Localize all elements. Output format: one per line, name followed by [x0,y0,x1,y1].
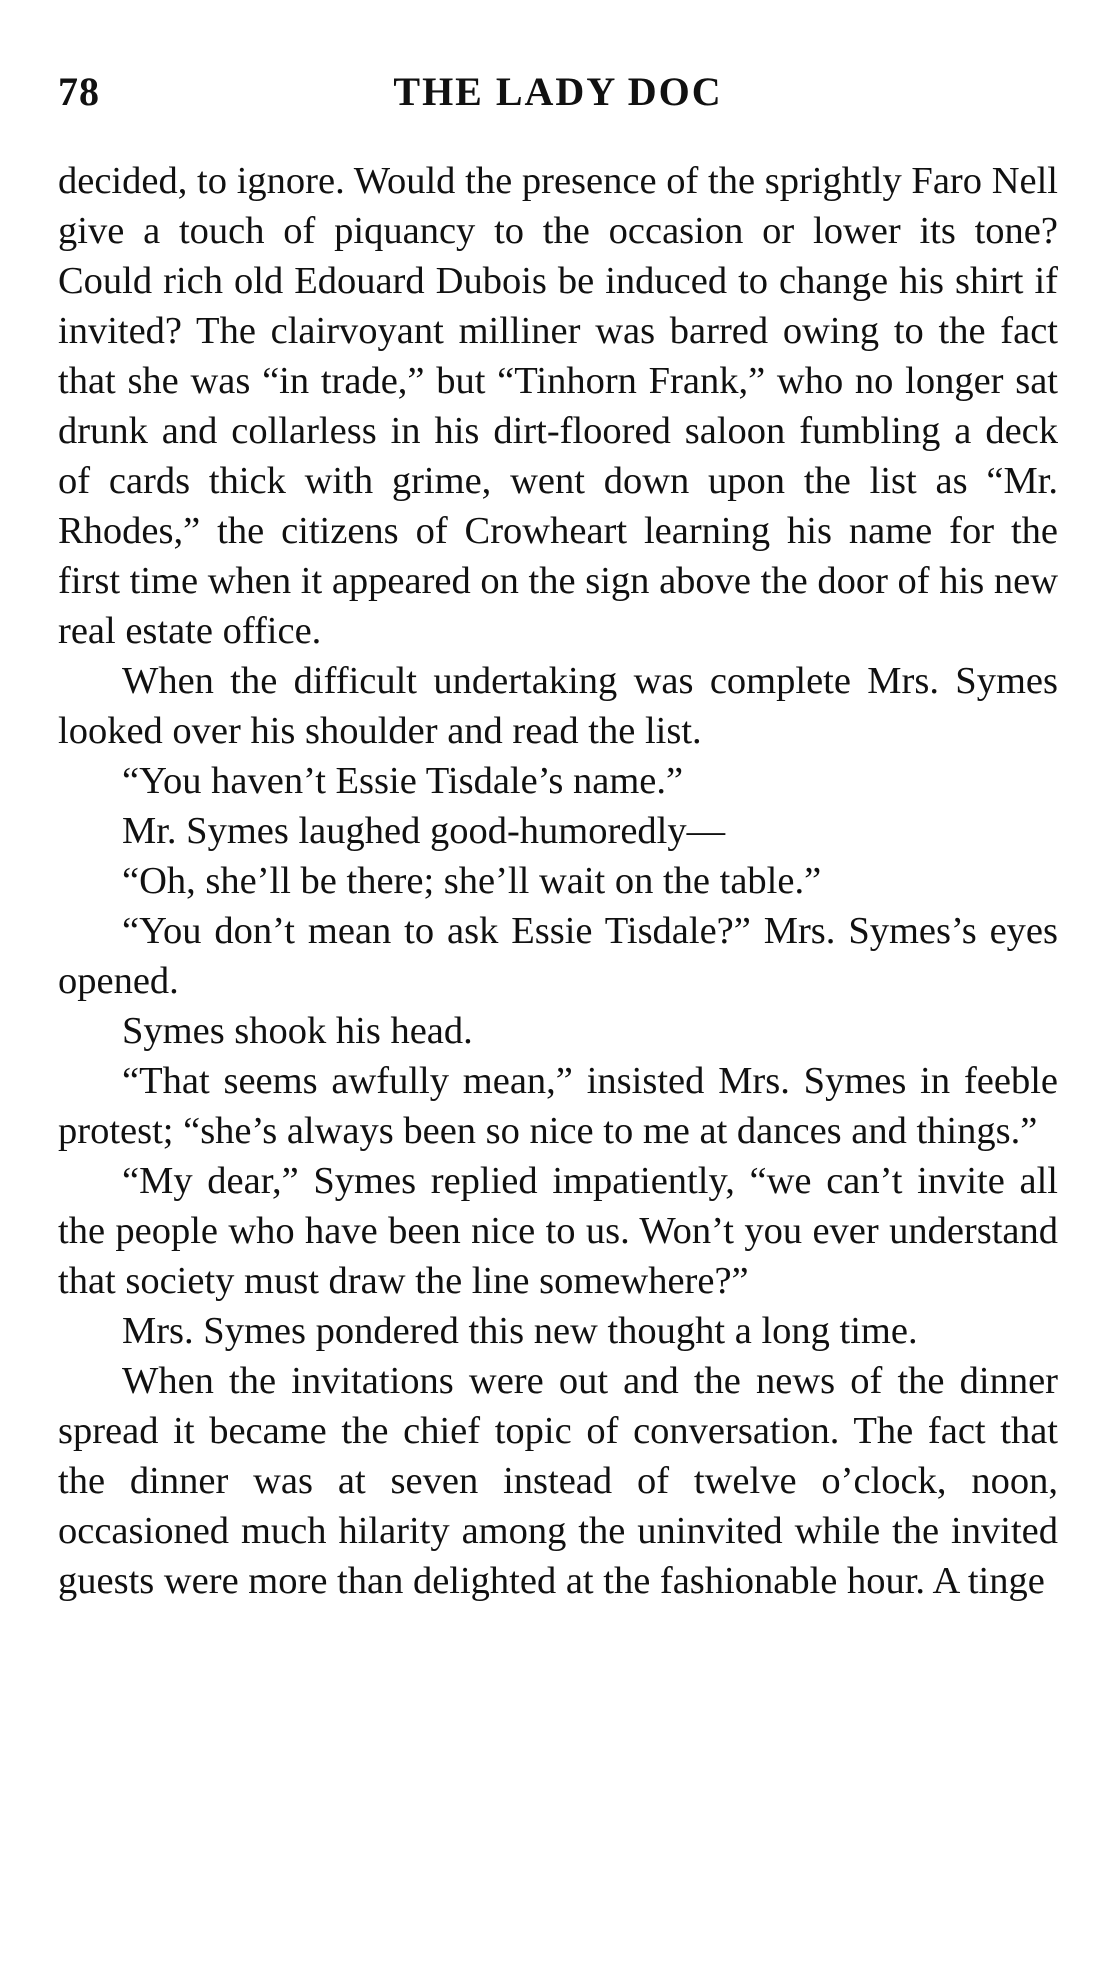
page-header [58,68,1058,138]
paragraph: Mrs. Symes pondered this new thought a long time. [122,1310,918,1352]
paragraph: “Oh, she’ll be there; she’ll wait on the table.” [122,860,822,902]
paragraph: “That seems awfully mean,” insisted Mrs. Symes in feeble protest; “she’s always been so nice to me at dances and things.” [58,1060,1058,1152]
body-text [58,156,1058,1606]
page-number: 78 [58,69,100,114]
paragraph: When the difficult undertaking was complete Mrs. Symes looked over his shoulder and read the list. [58,660,1058,752]
paragraph: Symes shook his head. [122,1010,473,1052]
paragraph: When the invitations were out and the news of the dinner spread it became the chief topic of conversation. The fact that the dinner was at seven instead of twelve o’clock, noon, occasioned much hilarity among the uninvited while the invited guests were more than delighted at the fashionable hour. A tinge [58,1360,1058,1602]
paragraph: “You haven’t Essie Tisdale’s name.” [122,760,684,802]
paragraph: Mr. Symes laughed good-humoredly— [122,810,726,852]
running-head: THE LADY DOC [393,69,723,114]
paragraph: “You don’t mean to ask Essie Tisdale?” Mrs. Symes’s eyes opened. [58,910,1058,1002]
paragraph: decided, to ignore. Would the presence of the sprightly Faro Nell give a touch of piquancy to the occasion or lower its tone? Could rich old Edouard Dubois be induced to change his shirt if invited? The clairvoyant milliner was barred owing to the fact that she was “in trade,” but “Tinhorn Frank,” who no longer sat drunk and collarless in his dirt-floored saloon fumbling a deck of cards thick with grime, went down upon the list as “Mr. Rhodes,” the citizens of Crowheart learning his name for the first time when it appeared on the sign above the door of his new real estate office. [58,160,1058,652]
paragraph: “My dear,” Symes replied impatiently, “we can’t invite all the people who have been nice to us. Won’t you ever understand that society must draw the line somewhere?” [58,1160,1058,1302]
book-page [58,68,1058,1606]
